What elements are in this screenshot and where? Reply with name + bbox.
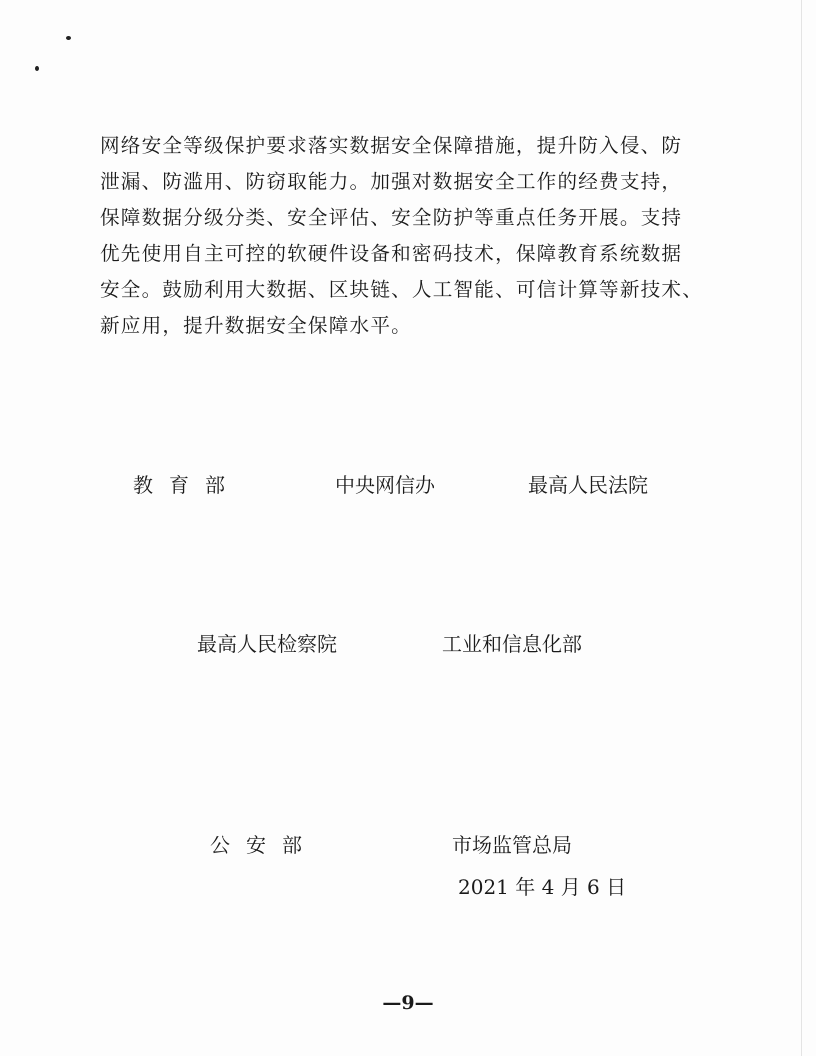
signatory-samr: 市场监管总局 xyxy=(452,833,572,857)
body-line: 新应用，提升数据安全保障水平。 xyxy=(100,314,412,337)
scan-speck xyxy=(66,36,71,40)
page-edge-shadow xyxy=(801,0,802,1056)
body-line: 网络安全等级保护要求落实数据安全保障措施，提升防入侵、防 xyxy=(100,134,683,157)
signatory-supreme-court: 最高人民法院 xyxy=(528,473,648,497)
signatory-supreme-procuratorate: 最高人民检察院 xyxy=(197,632,337,656)
body-line: 优先使用自主可控的软硬件设备和密码技术，保障教育系统数据 xyxy=(100,242,683,265)
body-line: 保障数据分级分类、安全评估、安全防护等重点任务开展。支持 xyxy=(100,206,683,229)
body-line: 泄漏、防滥用、防窃取能力。加强对数据安全工作的经费支持， xyxy=(100,170,683,193)
signatory-miit: 工业和信息化部 xyxy=(442,632,582,656)
signatory-ministry-of-public-security: 公安部 xyxy=(210,833,318,857)
body-paragraph xyxy=(100,128,704,344)
signatory-cac: 中央网信办 xyxy=(335,473,435,497)
signatory-ministry-of-education: 教育部 xyxy=(133,473,241,497)
page-number: —9— xyxy=(382,992,434,1014)
issue-date: 2021 年 4 月 6 日 xyxy=(458,875,627,899)
body-line: 安全。鼓励利用大数据、区块链、人工智能、可信计算等新技术、 xyxy=(100,278,704,301)
scan-speck xyxy=(35,66,39,71)
